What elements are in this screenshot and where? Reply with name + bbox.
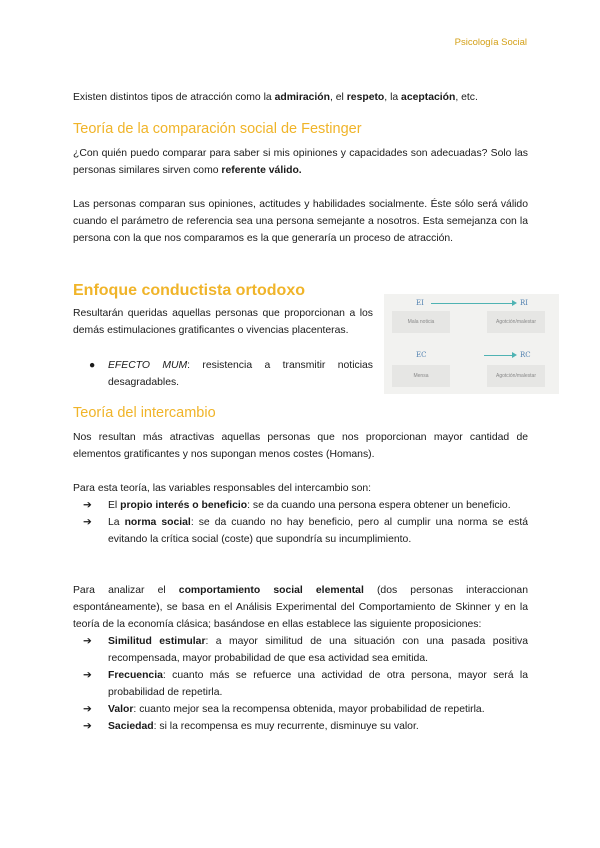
list-item: ➔ Valor: cuanto mejor sea la recompensa obtenida, mayor probabilidad de repetirla. xyxy=(73,701,528,718)
diagram-box-malestar-2: Agotción/malestar xyxy=(487,365,545,387)
list-item: ➔ Saciedad: si la recompensa es muy recurrente, disminuye su valor. xyxy=(73,718,528,735)
intro-paragraph: Existen distintos tipos de atracción como la admiración, el respeto, la aceptación, etc. xyxy=(73,92,478,103)
variables-list xyxy=(73,497,528,548)
diagram-arrow-bottom xyxy=(484,355,513,356)
propositions-list xyxy=(73,633,528,735)
conductista-paragraph: Resultarán queridas aquellas personas que proporcionan a los demás estimulaciones gratificantes o vivencias placenteras. xyxy=(73,308,373,336)
heading-intercambio: Teoría del intercambio xyxy=(73,405,216,421)
list-item: ➔ El propio interés o beneficio: se da cuando una persona espera obtener un beneficio. xyxy=(73,497,528,514)
diagram-box-mala-noticia: Mala noticia xyxy=(392,311,450,333)
list-item: ➔ Similitud estimular: a mayor similitud de una situación con una pasada positiva recompensada, mayor probabilidad de que esa actividad sea emitida. xyxy=(73,633,528,667)
diagram-label-ei: EI xyxy=(416,299,424,307)
diagram-box-mensa: Mensa xyxy=(392,365,450,387)
mum-bullet: ● EFECTO MUM: resistencia a transmitir noticias desagradables. xyxy=(73,357,373,391)
intercambio-paragraph-1: Nos resultan más atractivas aquellas personas que nos proporcionan mayor cantidad de elementos gratificantes y nos supongan menos costes (Homans). xyxy=(73,432,528,460)
intercambio-paragraph-2: Para esta teoría, las variables responsables del intercambio son: xyxy=(73,483,372,494)
arrow-right-icon: ➔ xyxy=(83,704,92,715)
arrow-right-icon: ➔ xyxy=(83,517,92,528)
arrow-head-icon xyxy=(512,300,517,306)
list-item: ➔ La norma social: se da cuando no hay beneficio, pero al cumplir una norma se está evitando la crítica social (coste) que supondría su incumplimiento. xyxy=(73,514,528,548)
bullet-dot: ● xyxy=(89,360,96,371)
running-header: Psicología Social xyxy=(454,37,527,48)
comportamiento-paragraph: Para analizar el comportamiento social elemental (dos personas interaccionan espontáneamente), se basa en el Análisis Experimental del Comportamiento de Skinner y en la teoría de la economía clásica; basándose en ellas establece las siguiente proposiciones: xyxy=(73,585,528,630)
list-item: ➔ Frecuencia: cuanto más se refuerce una actividad de otra persona, mayor será la probabilidad de repetirla. xyxy=(73,667,528,701)
diagram-label-ri: RI xyxy=(520,299,529,307)
festinger-paragraph-1: ¿Con quién puedo comparar para saber si mis opiniones y capacidades son adecuadas? Solo las personas similares sirven como referente válido. xyxy=(73,148,528,176)
arrow-right-icon: ➔ xyxy=(83,721,92,732)
arrow-right-icon: ➔ xyxy=(83,500,92,511)
arrow-right-icon: ➔ xyxy=(83,670,92,681)
diagram-arrow-top xyxy=(431,303,513,304)
diagram-label-ec: EC xyxy=(416,351,427,359)
heading-festinger: Teoría de la comparación social de Festinger xyxy=(73,121,362,137)
heading-conductista: Enfoque conductista ortodoxo xyxy=(73,282,305,299)
arrow-right-icon: ➔ xyxy=(83,636,92,647)
conditioning-diagram xyxy=(384,294,559,394)
diagram-box-malestar-1: Agotción/malestar xyxy=(487,311,545,333)
festinger-paragraph-2: Las personas comparan sus opiniones, actitudes y habilidades socialmente. Éste sólo será válido cuando el parámetro de referencia sea una persona semejante a nosotros. Esta semejanza con la persona con la que nos comparamos es la que generaría un proceso de atracción. xyxy=(73,199,528,244)
diagram-label-rc: RC xyxy=(520,351,531,359)
arrow-head-icon xyxy=(512,352,517,358)
